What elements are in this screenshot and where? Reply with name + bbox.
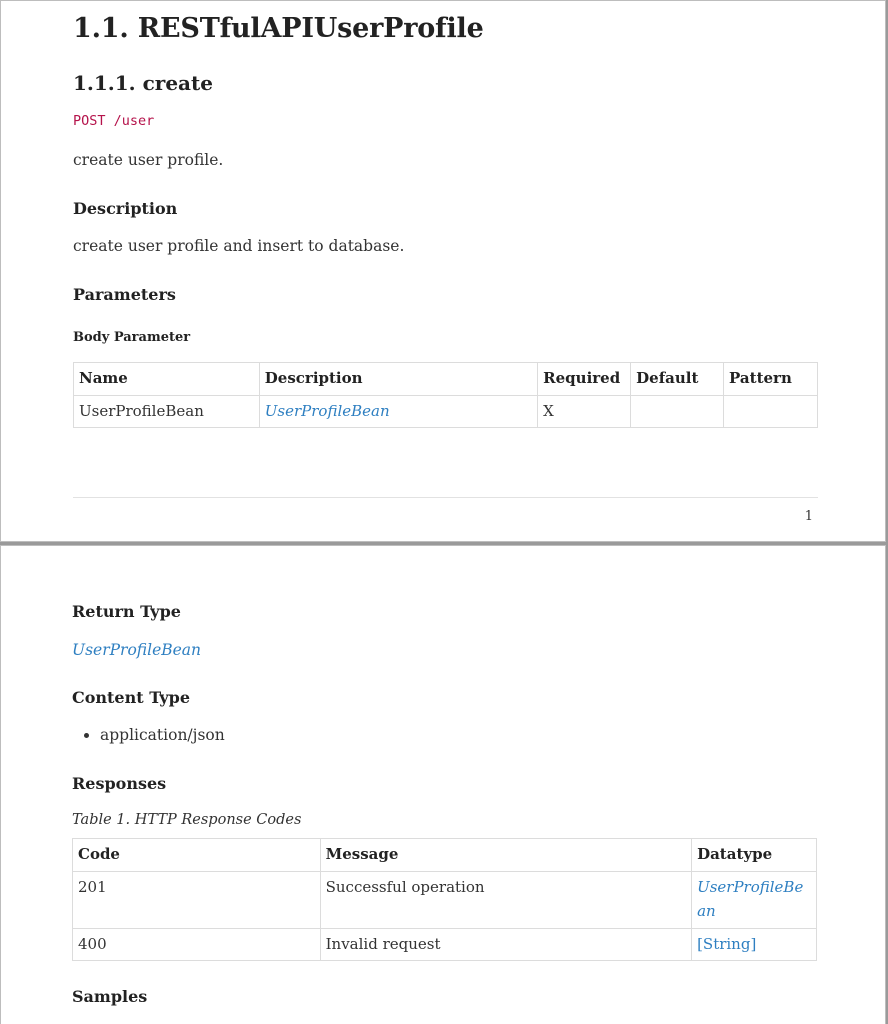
return-type-heading: Return Type: [72, 602, 181, 621]
content-type-list: [72, 726, 225, 744]
column-header: Default: [631, 363, 724, 396]
footer-divider: [73, 497, 818, 498]
parameter-table: [73, 362, 818, 428]
response-code-cell: 201: [73, 872, 321, 929]
description-heading: Description: [73, 199, 178, 218]
param-description-cell: [259, 396, 537, 428]
column-header: Datatype: [692, 839, 817, 872]
table-caption: Table 1. HTTP Response Codes: [72, 812, 302, 828]
samples-heading: Samples: [72, 987, 148, 1006]
parameters-heading: Parameters: [73, 285, 176, 304]
param-pattern-cell: [724, 396, 818, 428]
page-title: 1.1. RESTfulAPIUserProfile: [73, 13, 484, 44]
column-header: Code: [73, 839, 321, 872]
table-row: [73, 872, 817, 929]
body-parameter-heading: Body Parameter: [73, 330, 191, 345]
table-row: [74, 396, 818, 428]
column-header: Pattern: [724, 363, 818, 396]
param-name-cell: UserProfileBean: [74, 396, 260, 428]
description-text: create user profile and insert to database.: [73, 237, 405, 255]
page-number: 1: [804, 509, 813, 524]
userprofilebean-link[interactable]: UserProfileBean: [264, 402, 390, 420]
column-header: Message: [320, 839, 691, 872]
string-array-link[interactable]: [String]: [697, 935, 757, 953]
response-message-cell: Invalid request: [320, 929, 691, 961]
column-header: Required: [538, 363, 631, 396]
operation-summary: create user profile.: [73, 151, 224, 169]
param-required-cell: X: [538, 396, 631, 428]
operation-heading: 1.1.1. create: [73, 71, 213, 95]
endpoint-code: POST /user: [73, 113, 155, 129]
response-message-cell: Successful operation: [320, 872, 691, 929]
response-datatype-cell: [692, 872, 817, 929]
column-header: Name: [74, 363, 260, 396]
table-row: [73, 929, 817, 961]
table-header-row: [74, 363, 818, 396]
table-header-row: [73, 839, 817, 872]
responses-heading: Responses: [72, 774, 167, 793]
column-header: Description: [259, 363, 537, 396]
param-default-cell: [631, 396, 724, 428]
response-codes-table: [72, 838, 817, 961]
content-type-heading: Content Type: [72, 688, 191, 707]
userprofilebean-link[interactable]: UserProfileBean: [697, 878, 804, 920]
return-type-value: [72, 641, 201, 659]
response-code-cell: 400: [73, 929, 321, 961]
response-datatype-cell: [692, 929, 817, 961]
return-type-link[interactable]: UserProfileBean: [72, 641, 202, 659]
list-item: • application/json: [100, 726, 225, 744]
